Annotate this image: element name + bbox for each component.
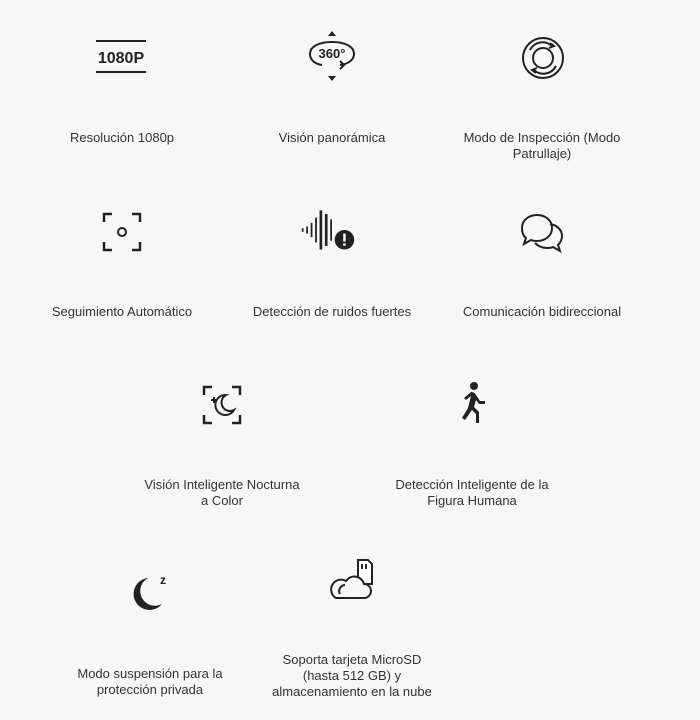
feature-noise — [232, 198, 432, 358]
feature-human — [372, 373, 572, 533]
feature-patrol — [442, 24, 642, 184]
loud-noise-icon — [300, 198, 364, 262]
auto-tracking-icon — [90, 198, 154, 262]
feature-label: Detección Inteligente de la Figura Humana — [395, 477, 549, 508]
feature-sleep — [50, 560, 250, 720]
feature-label: Comunicación bidireccional — [462, 304, 622, 319]
360-icon-text: 360° — [318, 46, 346, 61]
patrol-icon — [510, 24, 574, 88]
sleep-moon-icon — [118, 560, 182, 624]
feature-night — [122, 373, 322, 533]
360-icon — [300, 24, 364, 88]
feature-two-way — [442, 198, 642, 358]
feature-label: Visión Inteligente Nocturna a Color — [144, 477, 300, 508]
feature-panoramic — [232, 24, 432, 184]
feature-label: Modo suspensión para la protección privada — [77, 666, 223, 697]
night-vision-icon — [190, 373, 254, 437]
feature-label: Soporta tarjeta MicroSD (hasta 512 GB) y almacenamiento en la nube — [272, 652, 432, 699]
feature-label: Detección de ruidos fuertes — [252, 304, 412, 319]
feature-tracking — [22, 198, 222, 358]
feature-storage — [252, 550, 452, 710]
running-person-icon — [440, 373, 504, 437]
sleep-z-text: z — [160, 573, 166, 587]
chat-bubbles-icon — [510, 198, 574, 262]
feature-label: Modo de Inspección (Modo Patrullaje) — [463, 130, 621, 161]
sd-cloud-icon — [320, 550, 384, 614]
1080p-icon-text: 1080P — [97, 50, 145, 67]
feature-label: Resolución 1080p — [69, 130, 175, 145]
feature-label: Visión panorámica — [278, 130, 386, 145]
1080p-icon — [90, 24, 154, 88]
feature-resolution — [22, 24, 222, 184]
feature-label: Seguimiento Automático — [51, 304, 193, 319]
